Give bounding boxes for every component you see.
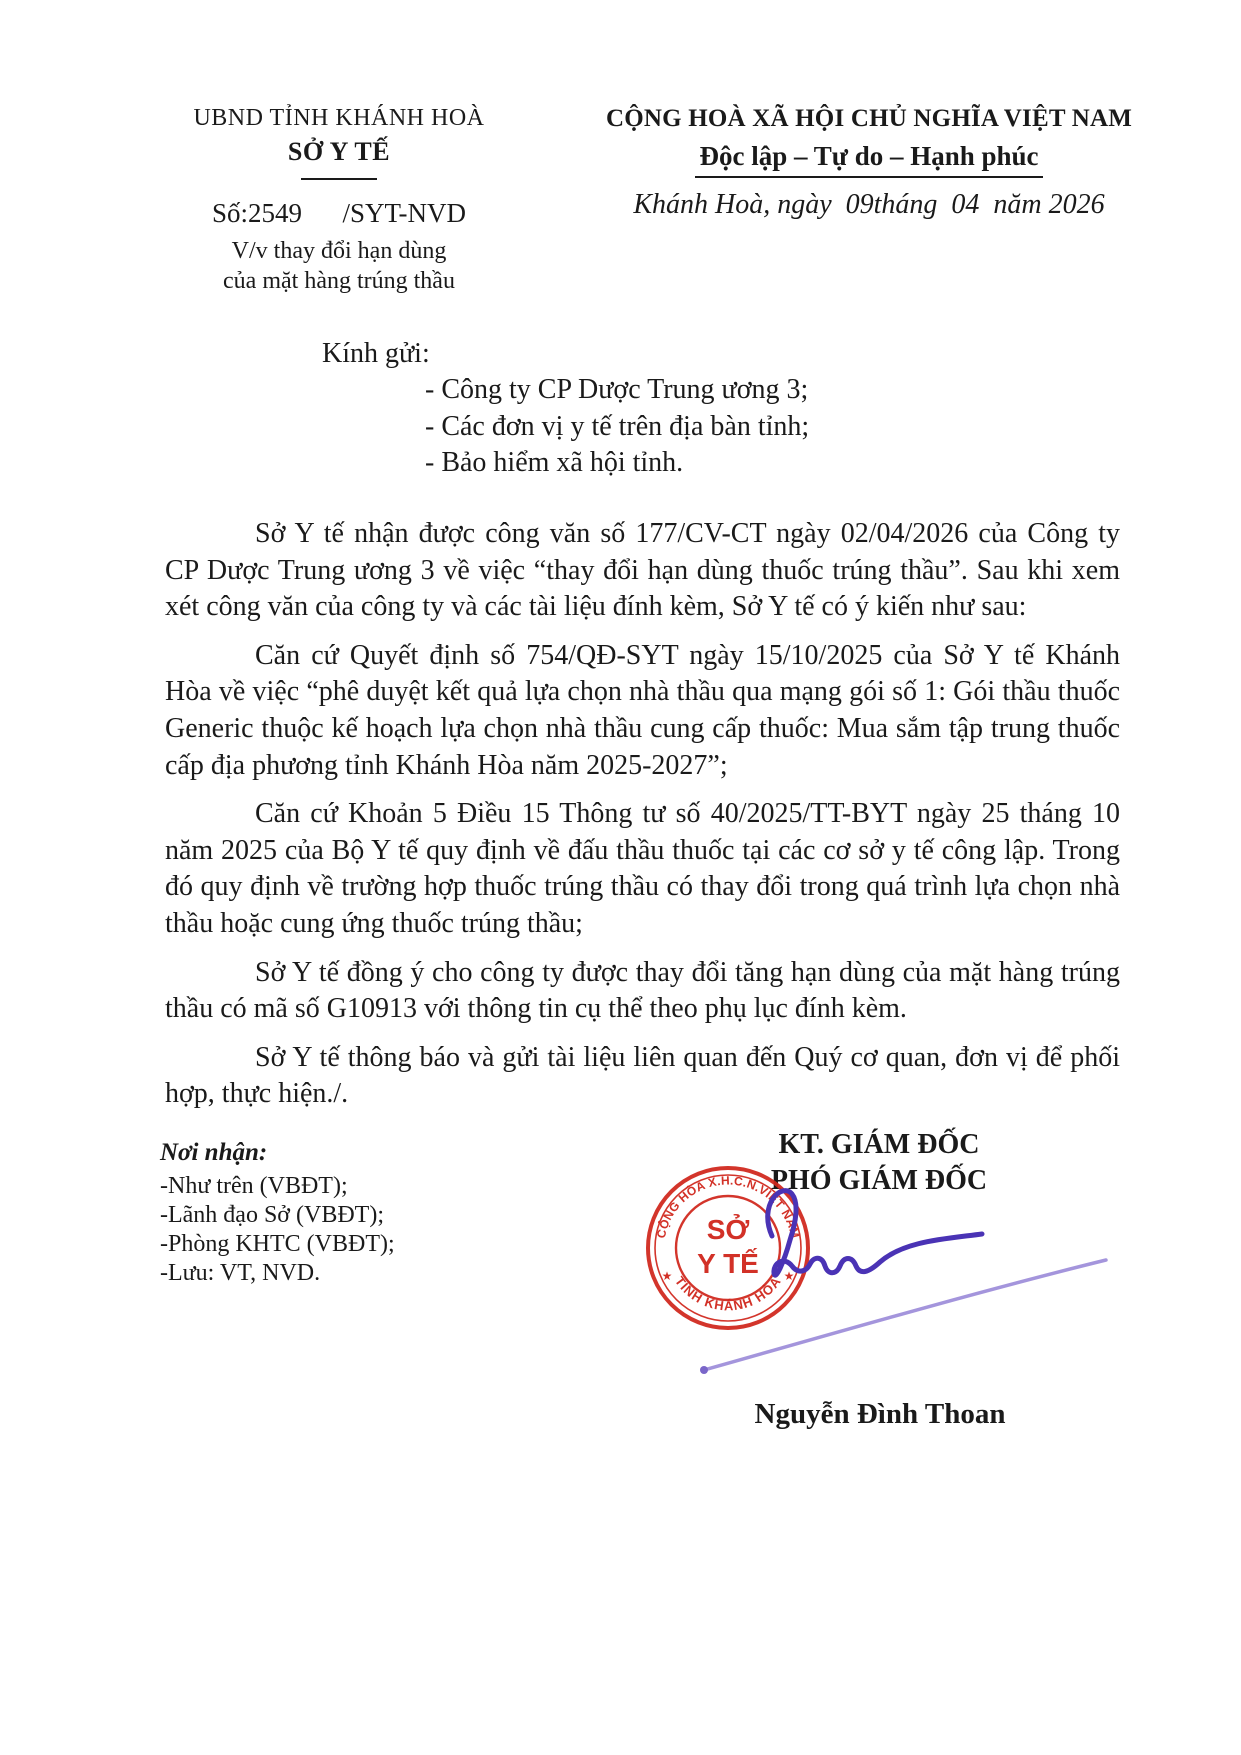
- header-left-block: [148, 103, 530, 296]
- national-title: CỘNG HOÀ XÃ HỘI CHỦ NGHĨA VIỆT NAM: [605, 105, 1133, 132]
- distribution-item: -Lưu: VT, NVD.: [160, 1260, 321, 1286]
- stamp-center-line-2: Y TẾ: [697, 1248, 759, 1279]
- document-number: Số:2549 /SYT-NVD: [211, 198, 467, 228]
- distribution-item: -Lãnh đạo Sở (VBĐT);: [160, 1202, 384, 1228]
- signature-flourish: [704, 1260, 1106, 1370]
- national-motto: [599, 139, 1139, 178]
- stamp-center-line-1: SỞ: [706, 1214, 750, 1245]
- subject-line-2: của mặt hàng trúng thầu: [223, 268, 455, 294]
- distribution-item: -Phòng KHTC (VBĐT);: [160, 1231, 395, 1257]
- place-dateline: Khánh Hoà, ngày 09tháng 04 năm 2026: [633, 189, 1105, 220]
- body-paragraph: Căn cứ Khoản 5 Điều 15 Thông tư số 40/2025/TT-BYT ngày 25 tháng 10 năm 2025 của Bộ Y tế quy định về đấu thầu thuốc tại các cơ sở y tế công lập. Trong đó quy định về trường hợp thuốc trúng thầu có thay đổi trong quá trình lựa chọn nhà thầu hoặc cung ứng thuốc trúng thầu;: [165, 798, 1120, 939]
- salutation-label: Kính gửi:: [322, 338, 430, 369]
- stamp-ring-text-bottom: TỈNH KHÁNH HÒA: [671, 1273, 785, 1314]
- recipient-item: - Các đơn vị y tế trên địa bàn tỉnh;: [425, 410, 810, 442]
- document-body: [165, 516, 1120, 1125]
- body-paragraph: Sở Y tế đồng ý cho công ty được thay đổi tăng hạn dùng của mặt hàng trúng thầu có mã số G10913 với thông tin cụ thể theo phụ lục đính kèm.: [165, 956, 1120, 1025]
- stamp-ring-text-top: CỘNG HÒA X.H.C.N.VIỆT NAM: [653, 1173, 803, 1240]
- signer-name: Nguyễn Đình Thoan: [754, 1398, 1006, 1430]
- subject-line-1: V/v thay đổi hạn dùng: [231, 238, 447, 264]
- handwritten-signature: [660, 1178, 1120, 1393]
- signer-title-line-1: KT. GIÁM ĐỐC: [778, 1129, 980, 1160]
- distribution-label: Nơi nhận:: [160, 1139, 268, 1166]
- authority-underline: [301, 178, 377, 180]
- recipient-list: [425, 372, 809, 482]
- recipient-item: - Bảo hiểm xã hội tỉnh.: [425, 447, 684, 478]
- body-paragraph: Sở Y tế nhận được công văn số 177/CV-CT ngày 02/04/2026 của Công ty CP Dược Trung ương 3 về việc “thay đổi hạn dùng thuốc trúng thầu”. Sau khi xem xét công văn của công ty và các tài liệu đính kèm, Sở Y tế có ý kiến như sau:: [165, 518, 1120, 623]
- header-right-block: [599, 103, 1139, 222]
- signer-title-line-2: PHÓ GIÁM ĐỐC: [770, 1165, 988, 1196]
- body-paragraph: Sở Y tế thông báo và gửi tài liệu liên quan đến Quý cơ quan, đơn vị để phối hợp, thực hiện./.: [165, 1041, 1120, 1110]
- issuing-authority-parent: UBND TỈNH KHÁNH HOÀ: [193, 105, 485, 131]
- stamp-star-right-icon: ★: [783, 1269, 795, 1283]
- national-motto-text: Độc lập – Tự do – Hạnh phúc: [695, 139, 1042, 178]
- signature-scribble: [768, 1191, 982, 1276]
- issuing-authority: SỞ Y TẾ: [287, 137, 391, 166]
- distribution-list: [160, 1172, 395, 1288]
- body-paragraph: Căn cứ Quyết định số 754/QĐ-SYT ngày 15/10/2025 của Sở Y tế Khánh Hòa về việc “phê duyệt kết quả lựa chọn nhà thầu qua mạng gói số 1: Gói thầu thuốc Generic thuộc kế hoạch lựa chọn nhà thầu cung cấp thuốc: Mua sắm tập trung thuốc cấp địa phương tỉnh Khánh Hòa năm 2025-2027”;: [165, 639, 1120, 781]
- signature-ink-blob: [700, 1366, 708, 1374]
- distribution-item: -Như trên (VBĐT);: [160, 1173, 348, 1199]
- stamp-star-left-icon: ★: [661, 1269, 673, 1283]
- recipient-item: - Công ty CP Dược Trung ương 3;: [425, 374, 809, 405]
